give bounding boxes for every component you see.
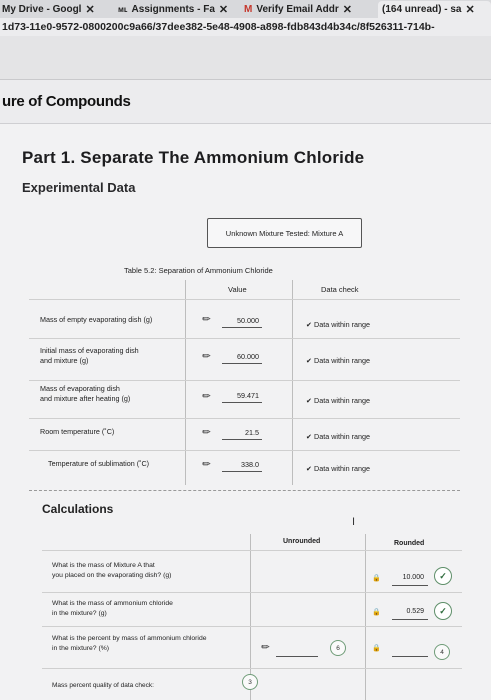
browser-tab-bar (0, 0, 491, 18)
tab-label: (164 unread) - sa (382, 4, 462, 15)
question-text: in the mixture? (%) (52, 645, 110, 652)
tab-unread[interactable] (378, 1, 491, 18)
part-heading: Part 1. Separate The Ammonium Chloride (22, 148, 365, 167)
table-row-label: Mass of empty evaporating dish (g) (40, 315, 153, 324)
tab-label: Verify Email Addr (256, 4, 339, 15)
value-field[interactable]: 59.471 (237, 391, 259, 400)
table-caption: Table 5.2: Separation of Ammonium Chloride (124, 266, 273, 275)
table-divider (292, 280, 293, 485)
table-divider (42, 668, 462, 669)
table-divider (42, 592, 462, 593)
data-check-status: ✔ Data within range (306, 464, 370, 473)
pencil-icon[interactable]: ✎ (200, 425, 215, 440)
table-divider (29, 338, 460, 339)
table-row-label: Temperature of sublimation (˚C) (48, 459, 150, 468)
table-divider (29, 418, 460, 419)
data-check-status: ✔ Data within range (306, 356, 370, 365)
address-bar[interactable]: 1d73-11e0-9572-0800200c9a66/37dee382-5e48-4908-a898-fdb843d4b34c/8f526311-714b- (0, 18, 491, 36)
lock-icon: 🔒 (372, 609, 381, 616)
pencil-icon[interactable]: ✎ (259, 640, 274, 655)
section-heading: Experimental Data (22, 180, 136, 195)
table-row-label: and mixture after heating (g) (40, 394, 131, 403)
question-text: in the mixture? (g) (52, 610, 107, 617)
input-underline (222, 327, 262, 328)
column-header-value: Value (228, 285, 247, 294)
close-icon[interactable]: ✕ (85, 4, 95, 16)
unrounded-input-underline[interactable] (276, 656, 318, 657)
value-field[interactable]: 338.0 (241, 460, 259, 469)
value-field[interactable]: 60.000 (237, 352, 259, 361)
table-divider (42, 550, 462, 551)
close-icon[interactable]: ✕ (465, 4, 475, 16)
question-text: What is the mass of ammonium chloride (52, 600, 173, 607)
quality-label: Mass percent quality of data check: (52, 682, 154, 689)
table-row-label: and mixture (g) (40, 356, 89, 365)
mixture-label-box (207, 218, 362, 248)
app-title: ure of Compounds (2, 93, 131, 110)
text-cursor-icon: I (352, 516, 356, 528)
close-icon[interactable]: ✕ (218, 4, 229, 16)
pencil-icon[interactable]: ✎ (200, 389, 215, 404)
lock-icon: 🔒 (372, 645, 381, 652)
question-text: What is the mass of Mixture A that (52, 562, 155, 569)
section-divider (29, 490, 460, 491)
table-divider (29, 380, 460, 381)
input-underline (222, 439, 262, 440)
tab-my-drive[interactable] (2, 1, 95, 18)
close-icon[interactable]: ✕ (342, 4, 352, 16)
tab-label: Assignments - Fa (131, 4, 215, 15)
input-underline (392, 619, 428, 620)
attempts-remaining-badge: 4 (434, 644, 450, 660)
calculations-heading: Calculations (42, 502, 114, 516)
table-divider (29, 450, 460, 451)
tab-favicon-icon: ᴍʟ (118, 5, 128, 14)
pencil-icon[interactable]: ✎ (200, 457, 215, 472)
input-underline (392, 585, 428, 586)
table-divider (29, 299, 460, 300)
data-check-status: ✔ Data within range (306, 396, 370, 405)
gmail-icon: M (244, 4, 253, 15)
column-header-unrounded: Unrounded (283, 538, 321, 545)
tab-label: My Drive - Googl (2, 4, 82, 15)
question-text: you placed on the evaporating dish? (g) (52, 572, 172, 579)
pencil-icon[interactable]: ✎ (200, 312, 215, 327)
tab-assignments[interactable] (118, 1, 228, 18)
table-row-label: Room temperature (˚C) (40, 427, 115, 436)
tab-verify-email[interactable] (244, 1, 352, 18)
value-field[interactable]: 50.000 (237, 316, 259, 325)
attempts-remaining-badge: 6 (330, 640, 346, 656)
table-row-label: Initial mass of evaporating dish (40, 346, 139, 355)
table-divider (185, 280, 186, 485)
value-field[interactable]: 21.5 (245, 428, 259, 437)
data-table (29, 280, 460, 485)
input-underline (222, 402, 262, 403)
rounded-input-underline[interactable] (392, 656, 428, 657)
attempts-remaining-badge: 3 (242, 674, 258, 690)
table-row-label: Mass of evaporating dish (40, 384, 120, 393)
correct-check-icon: ✓ (434, 602, 452, 620)
mixture-label: Unknown Mixture Tested: Mixture A (225, 228, 344, 238)
app-header (0, 80, 491, 124)
pencil-icon[interactable]: ✎ (200, 349, 215, 364)
data-check-status: ✔ Data within range (306, 432, 370, 441)
rounded-value[interactable]: 0.529 (406, 608, 424, 615)
column-header-data-check: Data check (321, 285, 359, 294)
rounded-value[interactable]: 10.000 (402, 574, 424, 581)
input-underline (222, 363, 262, 364)
bookmarks-bar (0, 36, 491, 80)
correct-check-icon: ✓ (434, 567, 452, 585)
lock-icon: 🔒 (372, 575, 381, 582)
data-check-status: ✔ Data within range (306, 320, 370, 329)
question-text: What is the percent by mass of ammonium chloride (52, 635, 207, 642)
table-divider (365, 534, 366, 700)
table-divider (42, 626, 462, 627)
column-header-rounded: Rounded (394, 540, 425, 547)
input-underline (222, 471, 262, 472)
